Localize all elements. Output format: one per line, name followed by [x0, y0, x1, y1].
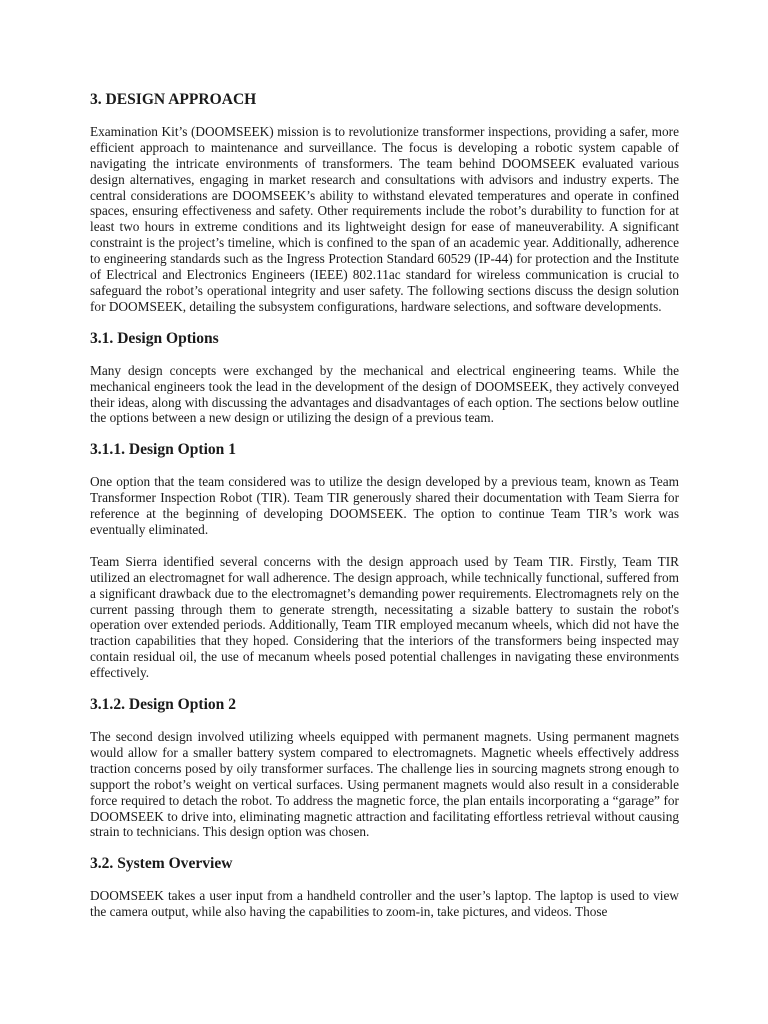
heading-design-options: 3.1. Design Options: [90, 329, 219, 347]
paragraph-system-overview: DOOMSEEK takes a user input from a handheld controller and the user’s laptop. The laptop is used to view the camera output, while also having the capabilities to zoom-in, take pictures, and videos. Those: [90, 888, 679, 920]
heading-design-approach: 3. DESIGN APPROACH: [90, 91, 257, 108]
paragraph-design-approach: Examination Kit’s (DOOMSEEK) mission is to revolutionize transformer inspections, providing a safer, more efficient approach to maintenance and surveillance. The focus is developing a robotic system capable of navigating the intricate environments of transformers. The team behind DOOMSEEK evaluated various design alternatives, engaging in market research and consultations with advisors and industry experts. The central considerations are DOOMSEEK’s ability to withstand elevated temperatures and operate in confined spaces, ensuring effectiveness and safety. Other requirements include the robot’s durability to function for at least two hours in extreme conditions and its lightweight design for ease of maneuverability. A significant constraint is the project’s timeline, which is confined to the span of an academic year. Additionally, adherence to engineering standards such as the Ingress Protection Standard 60529 (IP-44) for protection and the Institute of Electrical and Electronics Engineers (IEEE) 802.11ac standard for wireless communication is crucial to safeguard the robot’s operational integrity and user safety. The following sections discuss the design solution for DOOMSEEK, detailing the subsystem configurations, hardware selections, and software developments.: [90, 123, 679, 314]
heading-design-option-1: 3.1.1. Design Option 1: [90, 441, 236, 459]
paragraph-design-option-1-b: Team Sierra identified several concerns with the design approach used by Team TIR. Firstly, Team TIR utilized an electromagnet for wall adherence. The design approach, while technically functional, suffered from a significant drawback due to the electromagnet’s demanding power requirements. Electromagnets rely on the current passing through them to generate strength, necessitating a sizable battery to sustain the robot's operation over extended periods. Additionally, Team TIR employed mecanum wheels, which did not have the traction capabilities that they hoped. Considering that the interiors of the transformers being inspected may contain residual oil, the use of mecanum wheels posed potential challenges in navigating these environments effectively.: [90, 553, 679, 681]
heading-system-overview: 3.2. System Overview: [90, 855, 233, 873]
paragraph-design-option-1-a: One option that the team considered was to utilize the design developed by a previous team, known as Team Transformer Inspection Robot (TIR). Team TIR generously shared their documentation with Team Sierra for reference at the beginning of developing DOOMSEEK. The option to continue Team TIR’s work was eventually eliminated.: [90, 474, 679, 537]
paragraph-design-options: Many design concepts were exchanged by the mechanical and electrical engineering teams. While the mechanical engineers took the lead in the development of the design of DOOMSEEK, they actively conveyed their ideas, along with discussing the advantages and disadvantages of each option. The sections below outline the options between a new design or utilizing the design of a previous team.: [90, 362, 679, 426]
heading-design-option-2: 3.1.2. Design Option 2: [90, 696, 236, 714]
document-page: [90, 92, 679, 920]
paragraph-design-option-2: The second design involved utilizing wheels equipped with permanent magnets. Using permanent magnets would allow for a smaller battery system compared to electromagnets. Magnetic wheels effectively address traction concerns posed by oily transformer surfaces. The challenge lies in sourcing magnets strong enough to support the robot’s weight on vertical surfaces. Using permanent magnets would also result in a considerable force required to detach the robot. To address the magnetic force, the plan entails incorporating a “garage” for DOOMSEEK to drive into, eliminating magnetic attraction and facilitating effortless retrieval without causing strain to technicians. This design option was chosen.: [90, 729, 679, 840]
